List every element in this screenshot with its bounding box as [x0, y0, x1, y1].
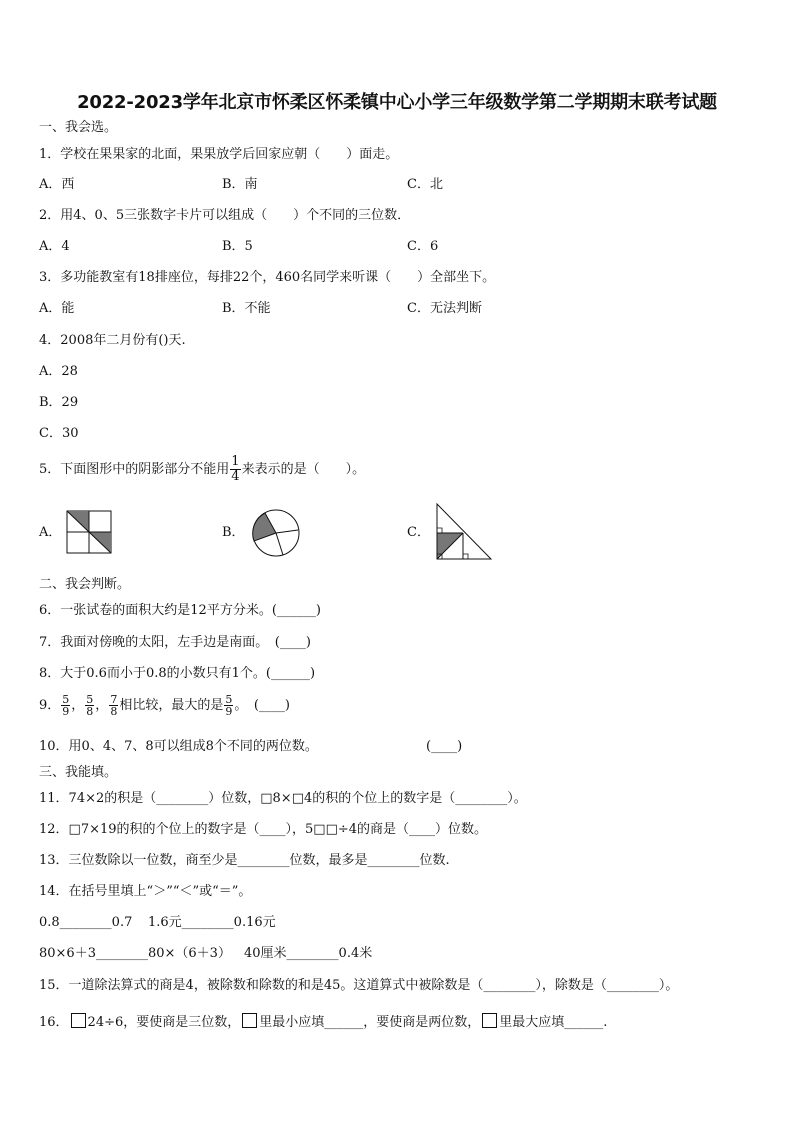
question-7: 7．我面对傍晚的太阳，左手边是南面。 (____): [39, 635, 311, 650]
q3-option-c[interactable]: C．无法判断: [407, 301, 482, 316]
q9-fraction-4-den: 9: [225, 705, 233, 718]
q4-option-b[interactable]: B．29: [39, 395, 79, 410]
q16-blank-box-2[interactable]: [242, 1013, 257, 1028]
q9-text-end: 。 (____): [234, 698, 290, 713]
q5-fraction-numerator: 1: [231, 454, 240, 469]
q16-text-3: 里最大应填______.: [499, 1015, 608, 1030]
q9-fraction-4: [224, 694, 233, 717]
question-15: 15．一道除法算式的商是4，被除数和除数的和是45。这道算式中被除数是（________），除数是（________）。: [39, 978, 679, 993]
q5-option-c[interactable]: C．: [407, 525, 430, 540]
page-title: 2022-2023学年北京市怀柔区怀柔镇中心小学三年级数学第二学期期末联考试题: [77, 92, 717, 113]
question-16: [39, 1013, 607, 1032]
q5-fraction: [230, 455, 240, 484]
question-14: 14．在括号里填上“＞”“＜”或“＝”。: [39, 884, 252, 899]
q9-separator-2: ，: [95, 698, 109, 713]
q5-figure-b-circle: [250, 508, 302, 558]
question-10: 10．用0、4、7、8可以组成8个不同的两位数。: [39, 739, 318, 754]
q9-fraction-2: [85, 694, 94, 717]
q16-label: 16．: [39, 1015, 69, 1030]
q1-option-c[interactable]: C．北: [407, 177, 443, 192]
q5-text-after: 来表示的是（ ）。: [241, 462, 366, 477]
question-9: [39, 694, 290, 717]
q14-compare-1[interactable]: 0.8________0.7: [39, 915, 133, 930]
q2-option-b[interactable]: B．5: [222, 239, 253, 254]
q9-fraction-3-den: 8: [110, 705, 118, 718]
section-heading-choose: 一、我会选。: [39, 120, 118, 135]
q5-text-before: 5．下面图形中的阴影部分不能用: [39, 462, 230, 477]
q10-answer-blank[interactable]: (____): [426, 739, 463, 754]
q9-text-middle: 相比较，最大的是: [119, 698, 224, 713]
q9-label: 9．: [39, 698, 61, 713]
q14-compare-4[interactable]: 40厘米________0.4米: [244, 946, 373, 961]
question-11: 11．74×2的积是（________）位数，□8×□4的积的个位上的数字是（________）。: [39, 791, 527, 806]
q16-text-1: 24÷6，要使商是三位数，: [87, 1015, 241, 1030]
q1-option-a[interactable]: A．西: [39, 177, 75, 192]
q2-option-c[interactable]: C．6: [407, 239, 439, 254]
question-6: 6．一张试卷的面积大约是12平方分米。(______): [39, 603, 321, 618]
question-5: [39, 455, 365, 484]
q9-fraction-2-den: 8: [86, 705, 94, 718]
question-8: 8．大于0.6而小于0.8的小数只有1个。(______): [39, 666, 316, 681]
q9-fraction-3-num: 7: [110, 693, 118, 706]
q9-fraction-1: [61, 694, 70, 717]
q4-option-a[interactable]: A．28: [39, 364, 78, 379]
question-2: 2．用4、0、5三张数字卡片可以组成（ ）个不同的三位数．: [39, 208, 411, 223]
q16-blank-box-1[interactable]: [71, 1013, 86, 1028]
q5-figure-c-triangle: [435, 502, 495, 562]
q9-fraction-1-den: 9: [62, 705, 70, 718]
question-13: 13．三位数除以一位数，商至少是________位数，最多是________位数.: [39, 853, 450, 868]
q2-option-a[interactable]: A．4: [39, 239, 70, 254]
section-heading-fill: 三、我能填。: [39, 765, 118, 780]
q5-option-a[interactable]: A．: [39, 525, 62, 540]
q9-fraction-4-num: 5: [225, 693, 233, 706]
question-4: 4．2008年二月份有()天.: [39, 333, 186, 348]
q9-fraction-3: [109, 694, 118, 717]
q5-option-b[interactable]: B．: [222, 525, 245, 540]
q9-fraction-1-num: 5: [62, 693, 70, 706]
question-3: 3．多功能教室有18排座位，每排22个，460名同学来听课（ ）全部坐下。: [39, 270, 496, 285]
q14-compare-2[interactable]: 1.6元________0.16元: [148, 915, 276, 930]
question-12: 12．□7×19的积的个位上的数字是（____），5□□÷4的商是（____）位数。: [39, 822, 488, 837]
q5-fraction-denominator: 4: [231, 469, 240, 484]
question-1: 1．学校在果果家的北面，果果放学后回家应朝（ ）面走。: [39, 147, 399, 162]
q4-option-c[interactable]: C．30: [39, 426, 79, 441]
q9-fraction-2-num: 5: [86, 693, 94, 706]
q1-option-b[interactable]: B．南: [222, 177, 258, 192]
q3-option-a[interactable]: A．能: [39, 301, 75, 316]
q14-compare-3[interactable]: 80×6＋3________80×（6＋3）: [39, 946, 231, 961]
q16-blank-box-3[interactable]: [482, 1013, 497, 1028]
q3-option-b[interactable]: B．不能: [222, 301, 271, 316]
q9-separator-1: ，: [71, 698, 85, 713]
q5-figure-a-square: [66, 510, 113, 555]
q16-text-2: 里最小应填______，要使商是两位数，: [259, 1015, 481, 1030]
section-heading-judge: 二、我会判断。: [39, 577, 131, 592]
